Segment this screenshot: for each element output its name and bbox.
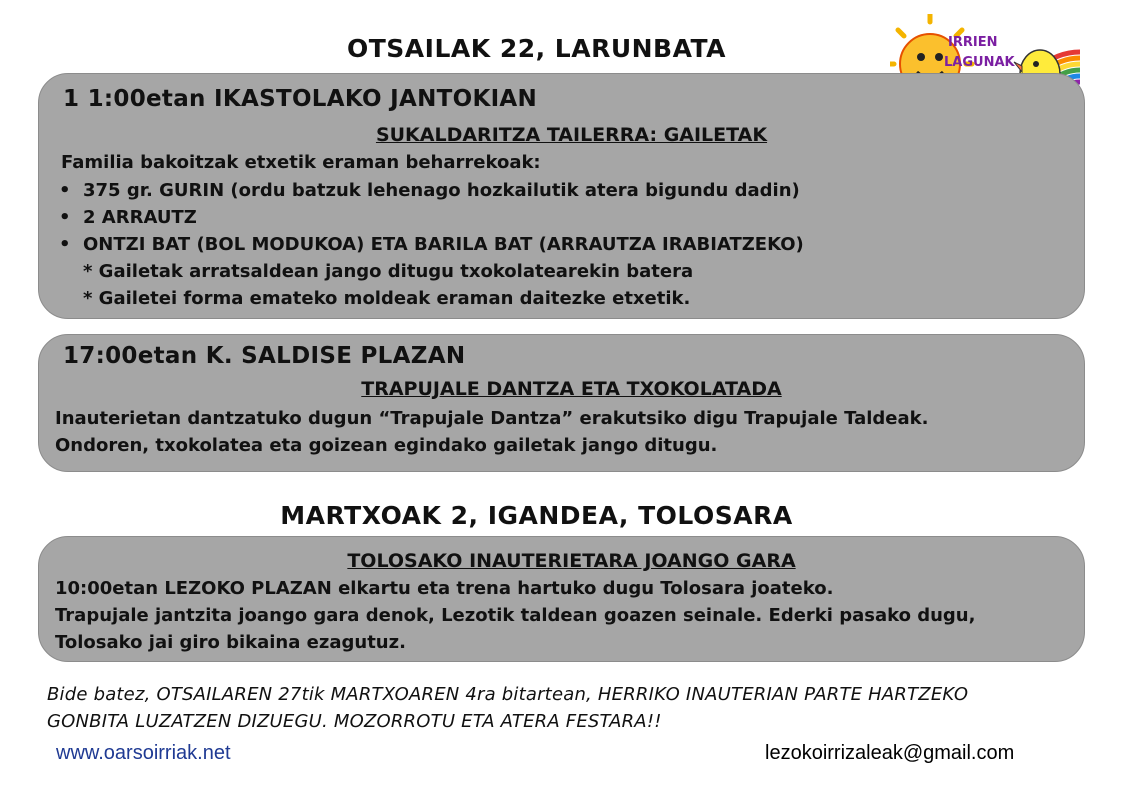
event-panel-cookie-workshop (38, 73, 1085, 319)
event-title: TRAPUJALE DANTZA ETA TXOKOLATADA (361, 378, 782, 400)
svg-text:IRRIEN: IRRIEN (948, 35, 998, 50)
event-description-line: Trapujale jantzita joango gara denok, Lezotik taldean goazen seinale. Ederki pasako dugu, (55, 605, 976, 626)
bullet-icon: • (59, 180, 71, 201)
event-title: SUKALDARITZA TAILERRA: GAILETAK (375, 124, 768, 146)
footer-invitation-line: GONBITA LUZATZEN DIZUEGU. MOZORROTU ETA ATERA FESTARA!! (47, 711, 662, 732)
event-intro: Familia bakoitzak etxetik eraman beharrekoak: (61, 152, 541, 173)
list-item: ONTZI BAT (BOL MODUKOA) ETA BARILA BAT (ARRAUTZA IRABIATZEKO) (83, 234, 804, 255)
event-description-line: Inauterietan dantzatuko dugun “Trapujale Dantza” erakutsiko digu Trapujale Taldeak. (55, 408, 929, 429)
event-description-line: Ondoren, txokolatea eta goizean egindako gailetak jango ditugu. (55, 435, 718, 456)
event-panel-tolosa-carnival (38, 536, 1085, 662)
event-description-line: 10:00etan LEZOKO PLAZAN elkartu eta trena hartuko dugu Tolosara joateko. (55, 578, 834, 599)
section1-heading: OTSAILAK 22, LARUNBATA (347, 34, 726, 63)
section2-heading: MARTXOAK 2, IGANDEA, TOLOSARA (280, 501, 793, 530)
event-panel-trapujale-dance (38, 334, 1085, 472)
footer-invitation-line: Bide batez, OTSAILAREN 27tik MARTXOAREN 4ra bitartean, HERRIKO INAUTERIAN PARTE HARTZEKO (47, 684, 969, 705)
list-item: 2 ARRAUTZ (83, 207, 197, 228)
contact-email[interactable]: lezokoirrizaleak@gmail.com (765, 742, 1015, 764)
website-link[interactable]: www.oarsoirriak.net (56, 742, 231, 764)
note-line: * Gailetei forma emateko moldeak eraman daitezke etxetik. (83, 288, 691, 309)
bullet-icon: • (59, 207, 71, 228)
event-time-location: 17:00etan K. SALDISE PLAZAN (63, 343, 466, 369)
bullet-icon: • (59, 234, 71, 255)
event-title: TOLOSAKO INAUTERIETARA JOANGO GARA (347, 550, 796, 572)
svg-text:LAGUNAK: LAGUNAK (944, 55, 1015, 70)
note-line: * Gailetak arratsaldean jango ditugu txokolatearekin batera (83, 261, 694, 282)
event-time-location: 1 1:00etan IKASTOLAKO JANTOKIAN (63, 86, 538, 112)
list-item: 375 gr. GURIN (ordu batzuk lehenago hozkailutik atera bigundu dadin) (83, 180, 800, 201)
event-description-line: Tolosako jai giro bikaina ezagutuz. (55, 632, 406, 653)
